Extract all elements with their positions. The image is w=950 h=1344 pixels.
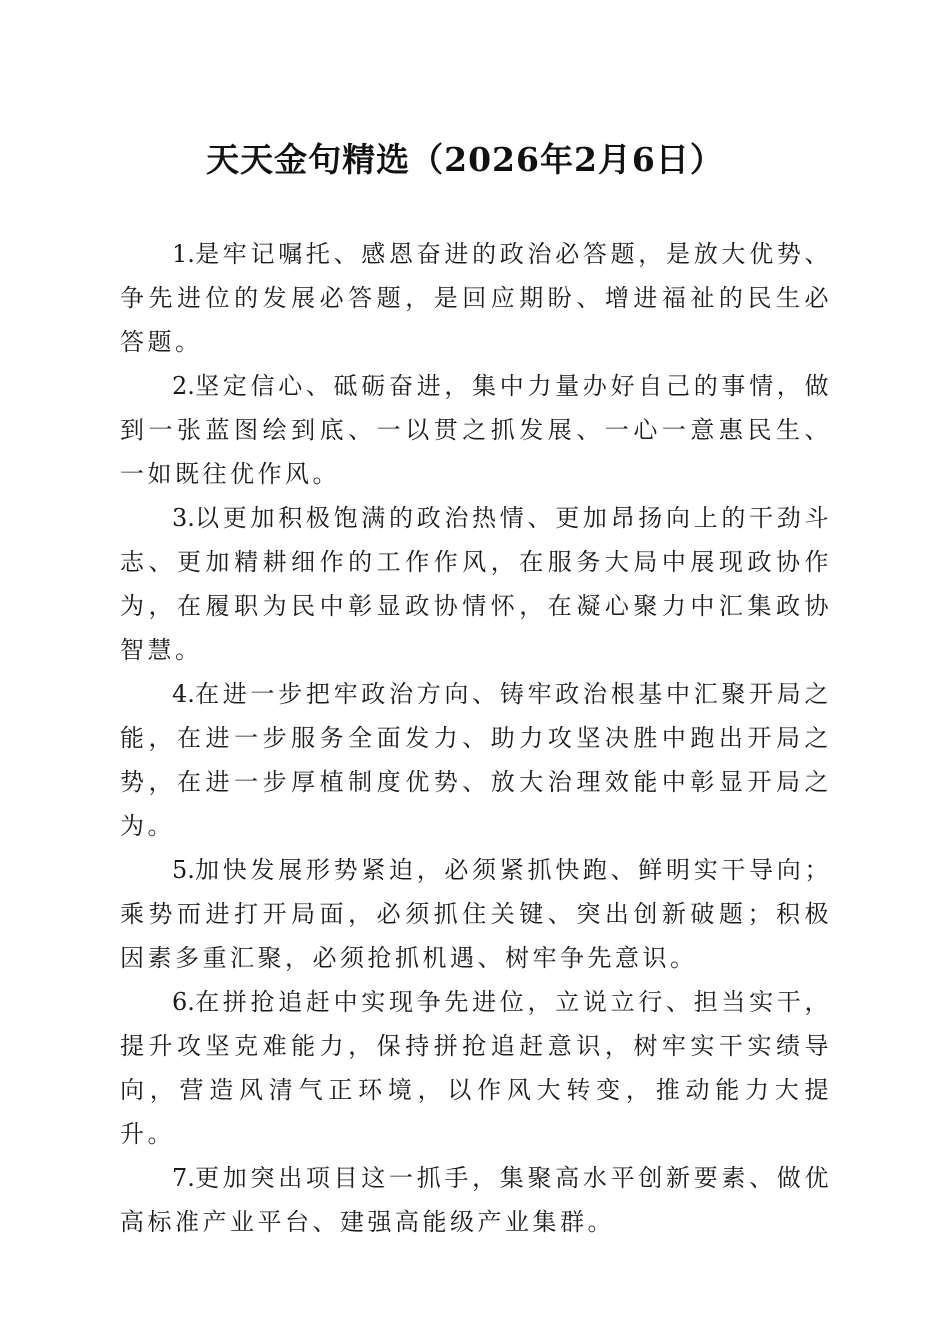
paragraph-2 xyxy=(120,364,832,496)
paragraph-4 xyxy=(120,672,832,848)
paragraph-5 xyxy=(120,848,832,980)
paragraph-text: 加快发展形势紧迫，必须紧抓快跑、鲜明实干导向；乘势而进打开局面，必须抓住关键、突出创新破题；积极因素多重汇聚，必须抢抓机遇、树牢争先意识。 xyxy=(120,856,832,972)
paragraph-text: 坚定信心、砥砺奋进，集中力量办好自己的事情，做到一张蓝图绘到底、一以贯之抓发展、一心一意惠民生、一如既往优作风。 xyxy=(120,372,832,488)
paragraph-text: 更加突出项目这一抓手，集聚高水平创新要素、做优高标准产业平台、建强高能级产业集群。 xyxy=(120,1164,832,1236)
paragraph-number: 5. xyxy=(172,856,195,884)
paragraph-text: 是牢记嘱托、感恩奋进的政治必答题，是放大优势、争先进位的发展必答题，是回应期盼、增进福祉的民生必答题。 xyxy=(120,240,832,356)
paragraph-text: 在进一步把牢政治方向、铸牢政治根基中汇聚开局之能，在进一步服务全面发力、助力攻坚决胜中跑出开局之势，在进一步厚植制度优势、放大治理效能中彰显开局之为。 xyxy=(120,680,832,840)
paragraph-number: 7. xyxy=(172,1164,195,1192)
paragraph-number: 3. xyxy=(172,504,195,532)
paragraph-7 xyxy=(120,1156,832,1244)
paragraph-number: 1. xyxy=(172,240,195,268)
paragraph-text: 在拼抢追赶中实现争先进位，立说立行、担当实干，提升攻坚克难能力，保持拼抢追赶意识，树牢实干实绩导向，营造风清气正环境，以作风大转变，推动能力大提升。 xyxy=(120,988,832,1148)
paragraph-6 xyxy=(120,980,832,1156)
document-title: 天天金句精选（2026年2月6日） xyxy=(206,140,724,179)
paragraph-number: 2. xyxy=(172,372,195,400)
paragraph-text: 以更加积极饱满的政治热情、更加昂扬向上的干劲斗志、更加精耕细作的工作作风，在服务大局中展现政协作为，在履职为民中彰显政协情怀，在凝心聚力中汇集政协智慧。 xyxy=(120,504,832,664)
paragraph-1 xyxy=(120,232,832,364)
paragraph-3 xyxy=(120,496,832,672)
paragraph-number: 6. xyxy=(172,988,195,1016)
paragraph-number: 4. xyxy=(172,680,195,708)
document-body xyxy=(120,232,832,1244)
